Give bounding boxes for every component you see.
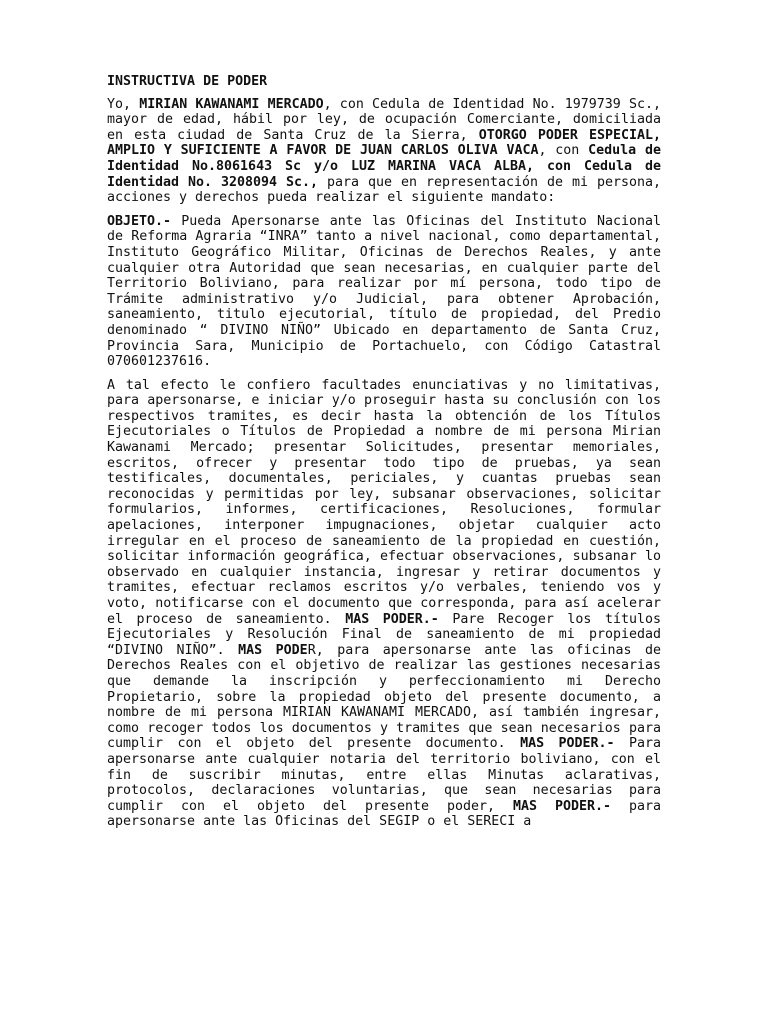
document-page [107,70,661,838]
mas-poder-label-2: MAS PODE [238,642,308,658]
objeto-label: OBJETO.- [107,213,172,229]
document-title: INSTRUCTIVA DE PODER [107,74,268,89]
objeto-paragraph [107,214,661,370]
mas-poder-label-4: MAS PODER.- [512,798,612,814]
powers-text-2: Pare Recoger los títulos Ejecutoriales y Resolución Final de saneamiento de mi propiedad “DIVINO NIÑO”. [107,611,661,658]
intro-text-2: , con Cedula de Identidad No. 1979739 Sc., mayor de edad, hábil por ley, de ocupación Comerciante, domiciliada en esta ciudad de Santa Cruz de la Sierra, [107,96,661,143]
powers-text-1: A tal efecto le confiero facultades enunciativas y no limitativas, para apersonarse, e iniciar y/o proseguir hasta su conclusión con los respectivos tramites, es decir hasta la obtención de los Títulos Ejecutoriales o Títulos de Propiedad a nombre de mi persona Mirian Kawanami Mercado; presentar Solicitudes, presentar memoriales, escritos, ofrecer y presentar todo tipo de pruebas, ya sean testificales, documentales, periciales, y cuantas pruebas sean reconocidas y permitidas por ley, subsanar observaciones, solicitar formularios, informes, certificaciones, Resoluciones, formular apelaciones, interponer impugnaciones, objetar cualquier acto irregular en el proceso de saneamiento de la propiedad en cuestión, solicitar información geográfica, efectuar observaciones, subsanar lo observado en cualquier instancia, ingresar y retirar documentos y tramites, efectuar reclamos escritos y/o verbales, teniendo vos y voto, notificarse con el documento que corresponda, para así acelerar el proceso de saneamiento. [107,377,661,627]
mas-poder-label-1: MAS PODER.- [345,611,439,627]
grantor-name: MIRIAN KAWANAMI MERCADO [139,96,324,112]
intro-text-1: Yo, [107,96,140,112]
powers-text-3: R, para apersonarse ante las oficinas de Derechos Reales con el objetivo de realizar las gestiones necesarias que demande la inscripción y perfeccionamiento mi Derecho Propietario, sobre la propiedad objeto del presente documento, a nombre de mi persona MIRIAN KAWANAMI MERCADO, así también ingresar, como recoger todos los documentos y tramites que sean necesarios para cumplir con el objeto del presente documento. [107,642,661,752]
mas-poder-label-3: MAS PODER.- [520,736,615,752]
powers-text-4: Para apersonarse ante cualquier notaria del territorio boliviano, con el fin de suscribir minutas, entre ellas Minutas aclarativas, protocolos, declaraciones voluntarias, que sean necesarias para cumplir con el objeto del presente poder, [107,736,661,814]
grant-statement: OTORGO PODER ESPECIAL, AMPLIO Y SUFICIENTE A FAVOR DE JUAN CARLOS OLIVA VACA [107,127,662,159]
attorney-ids: Cedula de Identidad No.8061643 Sc y/o LUZ MARINA VACA ALBA, con Cedula de Identidad No. 3208094 Sc., [107,143,661,190]
powers-text-5: para apersonarse ante las Oficinas del SEGIP o el SERECI a [107,798,662,830]
intro-paragraph [107,97,661,206]
intro-text-3: , con [538,143,589,159]
powers-paragraph [107,378,661,830]
objeto-text: Pueda Apersonarse ante las Oficinas del Instituto Nacional de Reforma Agraria “INRA” tanto a nivel nacional, como departamental, Instituto Geográfico Militar, Oficinas de Derechos Reales, y ante cualquier otra Autoridad que sean necesarias, en cualquier parte del Territorio Boliviano, para realizar por mí persona, todo tipo de Trámite administrativo y/o Judicial, para obtener Aprobación, saneamiento, titulo ejecutorial, título de propiedad, del Predio denominado “ DIVINO NIÑO” Ubicado en departamento de Santa Cruz, Provincia Sara, Municipio de Portachuelo, con Código Catastral 070601237616. [107,213,661,370]
intro-text-4: para que en representación de mi persona, acciones y derechos pueda realizar el siguiente mandato: [107,174,661,206]
